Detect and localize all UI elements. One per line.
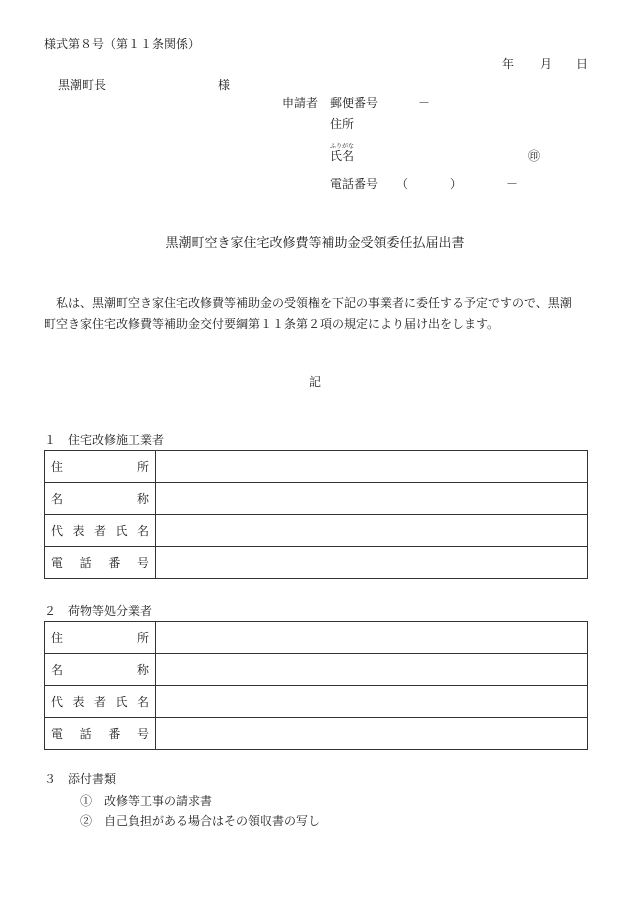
row-label-phone: 電 話 番 号 — [45, 547, 156, 579]
row-label-representative: 代 表 者 氏 名 — [45, 515, 156, 547]
disposal-table — [44, 621, 588, 750]
row-label-name: 名 称 — [45, 654, 156, 686]
name-label: 氏名 — [330, 149, 355, 163]
addressee-name: 黒潮町長 — [58, 78, 107, 92]
body-line-1: 私は、黒潮町空き家住宅改修費等補助金の受領権を下記の事業者に委任する予定ですので、黒潮 — [44, 296, 572, 310]
table-row — [45, 451, 588, 483]
representative-input-cell[interactable] — [156, 686, 588, 718]
representative-input-cell[interactable] — [156, 515, 588, 547]
phone-label: 電話番号 — [330, 177, 379, 191]
table-row — [45, 654, 588, 686]
contractor-table — [44, 450, 588, 579]
phone-paren-open: （ — [396, 177, 409, 191]
table-row — [45, 718, 588, 750]
table-row — [45, 547, 588, 579]
table-row — [45, 483, 588, 515]
section-1-heading: １ 住宅改修施工業者 — [44, 433, 165, 447]
row-label-address: 住 所 — [45, 451, 156, 483]
table-row — [45, 515, 588, 547]
date-month-label: 月 — [540, 57, 553, 71]
row-label-address: 住 所 — [45, 622, 156, 654]
attachments-heading: ３ 添付書類 — [44, 772, 117, 786]
phone-input-cell[interactable] — [156, 547, 588, 579]
attachment-item-1: ① 改修等工事の請求書 — [80, 794, 213, 808]
address-input-cell[interactable] — [156, 451, 588, 483]
name-input-cell[interactable] — [156, 654, 588, 686]
document-title: 黒潮町空き家住宅改修費等補助金受領委任払届出書 — [165, 236, 465, 251]
section-2-heading: ２ 荷物等処分業者 — [44, 604, 153, 618]
table-row — [45, 622, 588, 654]
phone-input-cell[interactable] — [156, 718, 588, 750]
phone-paren-close: ） — [450, 177, 463, 191]
ki-note-heading: 記 — [308, 375, 321, 389]
addressee-honorific: 様 — [218, 78, 231, 92]
address-input-cell[interactable] — [156, 622, 588, 654]
row-label-name: 名 称 — [45, 483, 156, 515]
address-label: 住所 — [330, 117, 355, 131]
date-year-label: 年 — [502, 57, 515, 71]
form-number: 様式第８号（第１１条関係） — [44, 37, 201, 51]
postal-code-dash: － — [418, 96, 431, 110]
row-label-phone: 電 話 番 号 — [45, 718, 156, 750]
table-row — [45, 686, 588, 718]
date-day-label: 日 — [576, 57, 589, 71]
name-input-cell[interactable] — [156, 483, 588, 515]
phone-dash: － — [506, 177, 519, 191]
row-label-representative: 代 表 者 氏 名 — [45, 686, 156, 718]
attachment-item-2: ② 自己負担がある場合はその領収書の写し — [80, 814, 321, 828]
furigana-label: ふりがな — [330, 143, 355, 150]
seal-mark: ㊞ — [528, 149, 541, 163]
applicant-label: 申請者 — [282, 96, 319, 110]
body-line-2: 町空き家住宅改修費等補助金交付要綱第１１条第２項の規定により届け出をします。 — [44, 317, 500, 331]
postal-code-label: 郵便番号 — [330, 96, 379, 110]
